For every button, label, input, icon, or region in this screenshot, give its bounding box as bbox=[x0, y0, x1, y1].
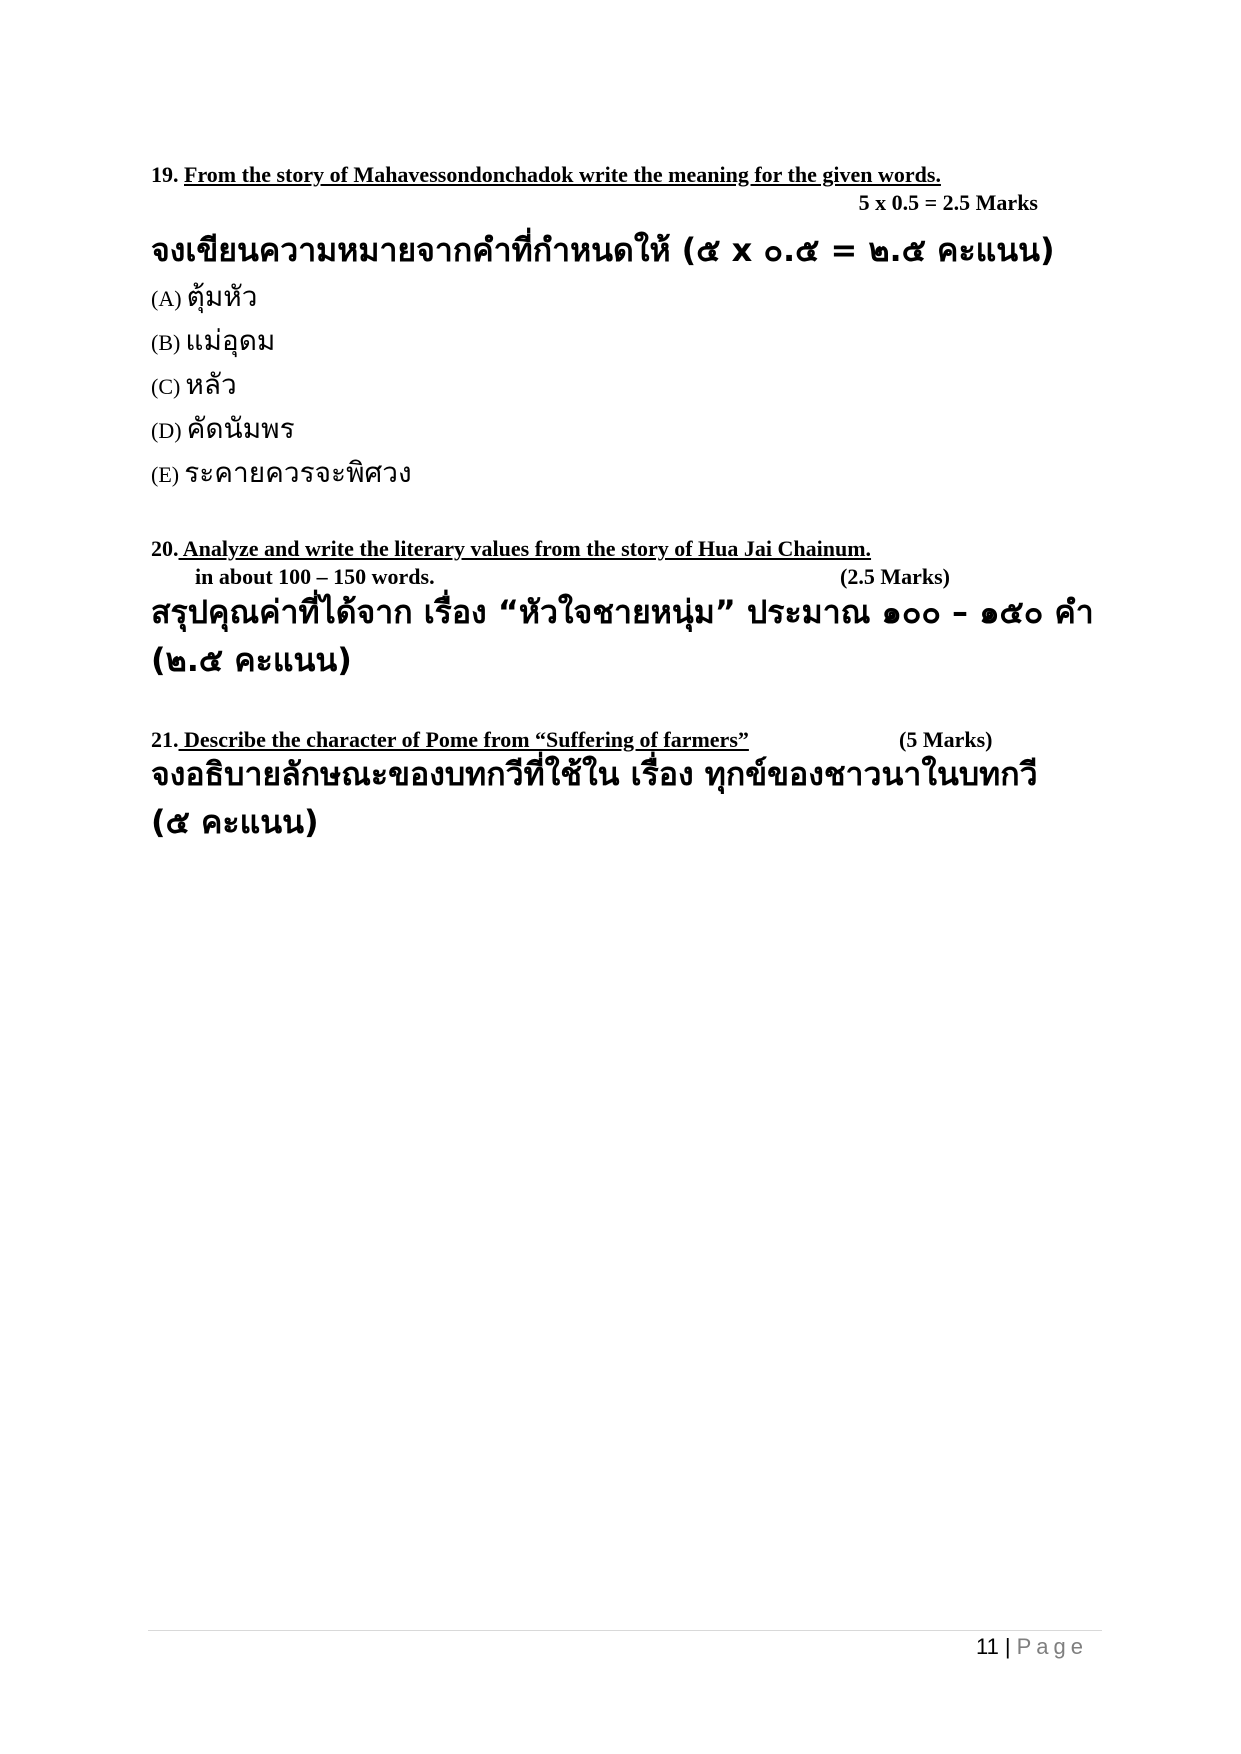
page-footer bbox=[976, 1634, 1088, 1660]
choice-word: แม่อุดม bbox=[185, 324, 276, 357]
question-20-thai-line1: สรุปคุณค่าที่ได้จาก เรื่อง “หัวใจชายหนุ่ม” ประมาณ ๑๐๐ – ๑๕๐ คำ bbox=[151, 593, 1094, 631]
question-19-marks: 5 x 0.5 = 2.5 Marks bbox=[858, 190, 1038, 215]
footer-divider bbox=[148, 1630, 1102, 1631]
question-20-number: 20. bbox=[151, 536, 179, 561]
question-20-thai-line2: (๒.๕ คะแนน) bbox=[151, 641, 352, 679]
question-19-english: From the story of Mahavessondonchadok write the meaning for the given words. bbox=[184, 162, 941, 187]
question-21-thai-line1: จงอธิบายลักษณะของบทกวีที่ใช้ใน เรื่อง ทุกข์ของชาวนาในบทกวี bbox=[151, 755, 1038, 793]
choice-word: คัดนัมพร bbox=[186, 412, 295, 445]
question-19-thai-instruction: จงเขียนความหมายจากคำที่กำหนดให้ (๕ x ๐.๕ = ๒.๕ คะแนน) bbox=[151, 231, 1055, 269]
question-20-marks: (2.5 Marks) bbox=[840, 564, 950, 589]
question-21-english: Describe the character of Pome from “Suffering of farmers” bbox=[178, 727, 749, 752]
page-label: Page bbox=[1016, 1634, 1088, 1659]
question-21-marks: (5 Marks) bbox=[899, 727, 993, 752]
choice-letter: (D) bbox=[151, 418, 182, 443]
question-19-choice-c bbox=[151, 368, 237, 406]
choice-letter: (C) bbox=[151, 374, 181, 399]
choice-word: ระคายควรจะพิศวง bbox=[184, 456, 412, 489]
question-19-heading bbox=[151, 162, 941, 188]
choice-word: ตุ้มหัว bbox=[186, 280, 258, 313]
question-21-number: 21. bbox=[151, 727, 179, 752]
question-21-thai-line2: (๕ คะแนน) bbox=[151, 803, 319, 841]
choice-letter: (E) bbox=[151, 462, 180, 487]
question-21-heading bbox=[151, 727, 749, 753]
question-20-heading bbox=[151, 536, 871, 562]
question-19-number: 19. bbox=[151, 162, 179, 187]
question-20-english-line2: in about 100 – 150 words. bbox=[195, 564, 435, 589]
choice-letter: (A) bbox=[151, 286, 182, 311]
question-19-choice-b bbox=[151, 324, 275, 362]
choice-word: หลัว bbox=[185, 368, 237, 401]
page-number: 11 bbox=[976, 1634, 999, 1659]
question-20-english: Analyze and write the literary values from the story of Hua Jai Chainum. bbox=[178, 536, 872, 561]
question-19-choice-d bbox=[151, 412, 295, 450]
choice-letter: (B) bbox=[151, 330, 181, 355]
question-19-choice-e bbox=[151, 456, 412, 494]
footer-separator: | bbox=[1004, 1634, 1011, 1659]
question-19-choice-a bbox=[151, 280, 257, 318]
